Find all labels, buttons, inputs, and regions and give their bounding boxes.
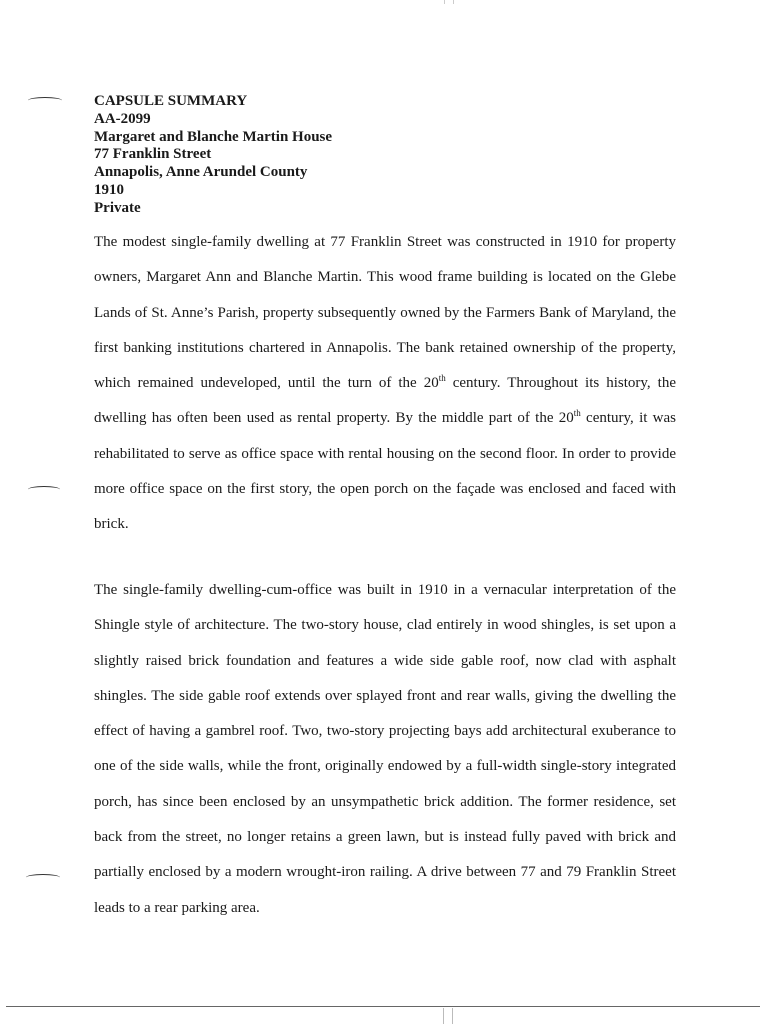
binder-hole-mark-bottom	[26, 874, 60, 881]
summary-paragraph-1	[94, 225, 676, 543]
header-property-name: Margaret and Blanche Martin House	[94, 128, 333, 145]
paragraph-1-text-c: century, it was rehabilitated to serve as office space with rental housing on the second floor. In order to provide more office space on the first story, the open porch on the façade was enclosed and faced with brick.	[94, 410, 677, 533]
header-location: Annapolis, Anne Arundel County	[94, 164, 308, 181]
header-title: CAPSULE SUMMARY	[94, 93, 248, 109]
binder-hole-mark-middle	[28, 486, 60, 493]
summary-paragraph-2	[94, 573, 676, 926]
paragraph-2-text: The single-family dwelling-cum-office was built in 1910 in a vernacular interpretation of the Shingle style of architecture. The two-story house, clad entirely in wood shingles, is set upon a slightly raised brick foundation and features a wide side gable roof, now clad with asphalt shingles. The side gable roof extends over splayed front and rear walls, giving the dwelling the effect of having a gambrel roof. Two, two-story projecting bays add architectural exuberance to one of the side walls, while the front, originally endowed by a full-width single-story integrated porch, has since been enclosed by an unsympathetic brick addition. The former residence, set back from the street, no longer retains a green lawn, but is instead fully paved with brick and partially enclosed by a modern wrought-iron railing. A drive between 77 and 79 Franklin Street leads to a rear parking area.	[94, 582, 676, 916]
header-date: 1910	[94, 181, 124, 198]
scan-top-mark	[444, 0, 454, 4]
superscript-th-1: th	[438, 373, 446, 384]
paragraph-1-text-a: The modest single-family dwelling at 77 Franklin Street was constructed in 1910 for property owners, Margaret Ann and Blanche Martin. This wood frame building is located on the Glebe Lands of St. Anne’s Parish, property subsequently owned by the Farmers Bank of Maryland, the first banking institutions chartered in Annapolis. The bank retained ownership of the property, which remained undeveloped, until the turn of the 20	[94, 234, 676, 392]
header-access: Private	[94, 199, 141, 216]
header-inventory-number: AA-2099	[94, 110, 151, 127]
capsule-summary-header	[94, 93, 332, 218]
scan-bottom-mark	[443, 1008, 453, 1024]
paragraph-1-text-b: century. Throughout its history, the dwelling has often been used as rental property. By the middle part of the 20	[94, 375, 676, 427]
scan-bottom-rule	[6, 1006, 760, 1007]
superscript-th-2: th	[573, 408, 581, 419]
binder-hole-mark-top	[28, 97, 62, 104]
header-address: 77 Franklin Street	[94, 146, 212, 163]
